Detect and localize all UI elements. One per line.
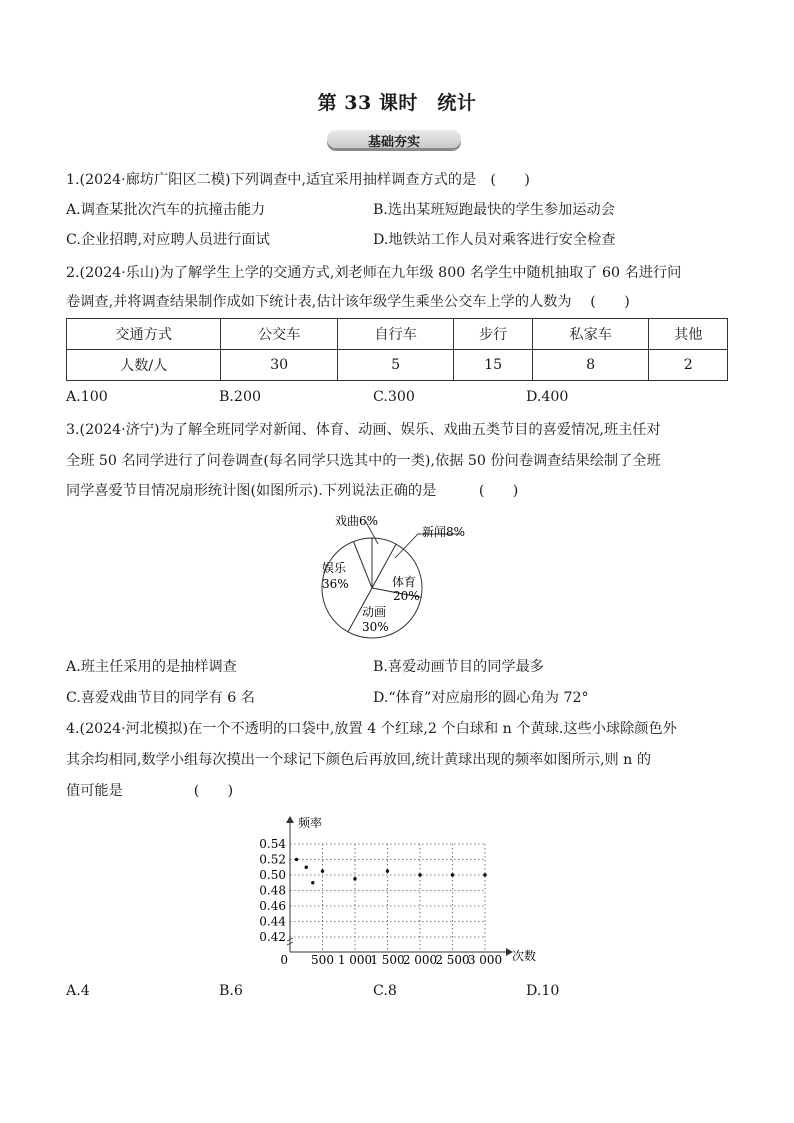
q2-option-c[interactable]: C.300 xyxy=(373,389,415,405)
table-header-cell: 交通方式 xyxy=(67,319,221,350)
x-tick-label: 3 000 xyxy=(467,953,503,967)
y-tick-label: 0.52 xyxy=(259,852,286,867)
y-tick-label: 0.48 xyxy=(259,883,286,898)
table-header-cell: 步行 xyxy=(454,319,533,350)
data-point xyxy=(386,869,389,872)
q3-option-a[interactable]: A.班主任采用的是抽样调查 xyxy=(66,659,237,675)
x-axis-label: 次数 xyxy=(512,949,537,963)
y-tick-label: 0.54 xyxy=(259,837,286,851)
q3-option-b[interactable]: B.喜爱动画节目的同学最多 xyxy=(373,659,544,675)
x-tick-label: 1 500 xyxy=(370,953,405,967)
pie-chart xyxy=(300,506,500,658)
table-cell: 15 xyxy=(454,350,533,381)
y-tick-label: 0.50 xyxy=(259,868,286,882)
x-tick-label: 0 xyxy=(280,953,288,967)
q1-option-c[interactable]: C.企业招聘,对应聘人员进行面试 xyxy=(66,232,270,248)
q4-stem-line3: 值可能是 ( ) xyxy=(66,783,234,799)
section-label: 基础夯实 xyxy=(367,135,420,150)
q4-option-b[interactable]: B.6 xyxy=(219,983,243,999)
pie-pct-tiyu: 20% xyxy=(393,589,420,603)
q2-option-a[interactable]: A.100 xyxy=(66,389,108,405)
pie-label-xiqu: 戏曲6% xyxy=(335,514,379,528)
table-cell: 8 xyxy=(532,350,648,381)
table-header-cell: 私家车 xyxy=(532,319,648,350)
q3-stem-line3: 同学喜爱节目情况扇形统计图(如图所示).下列说法正确的是 ( ) xyxy=(66,483,519,499)
q4-option-d[interactable]: D.10 xyxy=(526,983,560,999)
q3-stem-line1: 3.(2024·济宁)为了解全班同学对新闻、体育、动画、娱乐、戏曲五类节目的喜爱情况,班主任对 xyxy=(66,422,661,438)
table-header-cell: 公交车 xyxy=(221,319,337,350)
x-tick-label: 1 000 xyxy=(337,953,373,967)
q3-stem-line2: 全班 50 名同学进行了问卷调查(每名同学只选其中的一类),依据 50 份问卷调查结果绘制了全班 xyxy=(66,453,661,469)
y-axis-label: 频率 xyxy=(298,816,323,830)
data-point xyxy=(483,873,486,876)
x-ticks xyxy=(280,953,502,967)
data-point xyxy=(295,858,298,861)
table-cell: 5 xyxy=(337,350,453,381)
q2-stem-line2: 卷调查,并将调查结果制作成如下统计表,估计该年级学生乘坐公交车上学的人数为 ( ) xyxy=(66,294,630,310)
data-points xyxy=(295,858,487,885)
data-point xyxy=(305,866,308,869)
pie-label-donghua: 动画 xyxy=(362,605,387,619)
y-tick-label: 0.42 xyxy=(259,930,286,944)
q2-option-d[interactable]: D.400 xyxy=(526,389,569,405)
q2-option-b[interactable]: B.200 xyxy=(219,389,262,405)
pie-label-tiyu: 体育 xyxy=(392,575,417,589)
pie-label-xinwen: 新闻8% xyxy=(422,525,466,539)
x-tick-label: 2 000 xyxy=(402,953,438,967)
y-ticks xyxy=(259,837,286,944)
q1-option-d[interactable]: D.地铁站工作人员对乘客进行安全检查 xyxy=(373,232,616,248)
table-row xyxy=(67,350,728,381)
page-title: 第 33 课时 统计 xyxy=(317,92,477,114)
y-tick-label: 0.46 xyxy=(259,899,286,913)
data-point xyxy=(311,881,314,884)
table-cell: 人数/人 xyxy=(67,350,221,381)
data-point xyxy=(321,869,324,872)
q1-stem: 1.(2024·廊坊广阳区二模)下列调查中,适宜采用抽样调查方式的是 ( ) xyxy=(66,172,530,188)
q2-stem-line1: 2.(2024·乐山)为了解学生上学的交通方式,刘老师在九年级 800 名学生中随机抽取了 60 名进行问 xyxy=(66,265,682,281)
chart-grid xyxy=(290,844,485,952)
table-header-cell: 其他 xyxy=(649,319,728,350)
x-tick-label: 500 xyxy=(311,953,334,967)
y-tick-label: 0.44 xyxy=(259,914,286,929)
q1-option-a[interactable]: A.调查某批次汽车的抗撞击能力 xyxy=(66,202,266,218)
section-banner xyxy=(327,130,461,152)
q4-option-c[interactable]: C.8 xyxy=(373,983,397,999)
pie-pct-yule: 36% xyxy=(322,577,349,591)
q4-stem-line1: 4.(2024·河北模拟)在一个不透明的口袋中,放置 4 个红球,2 个白球和 n 个黄球.这些小球除颜色外 xyxy=(66,721,677,737)
pie-label-yule: 娱乐 xyxy=(322,561,347,575)
data-point xyxy=(418,873,421,876)
pie-pct-donghua: 30% xyxy=(362,620,389,634)
q2-table xyxy=(66,318,728,381)
frequency-chart xyxy=(250,812,550,970)
q1-option-b[interactable]: B.选出某班短跑最快的学生参加运动会 xyxy=(373,202,615,218)
table-header-cell: 自行车 xyxy=(337,319,453,350)
data-point xyxy=(353,877,356,880)
q4-stem-line2: 其余均相同,数学小组每次摸出一个球记下颜色后再放回,统计黄球出现的频率如图所示,则 n 的 xyxy=(66,752,652,768)
x-tick-label: 2 500 xyxy=(435,953,470,967)
q4-option-a[interactable]: A.4 xyxy=(66,983,90,999)
table-cell: 30 xyxy=(221,350,337,381)
q3-option-d[interactable]: D.“体育”对应扇形的圆心角为 72° xyxy=(373,690,589,706)
q3-option-c[interactable]: C.喜爱戏曲节目的同学有 6 名 xyxy=(66,690,255,706)
table-cell: 2 xyxy=(649,350,728,381)
table-header-row xyxy=(67,319,728,350)
data-point xyxy=(451,873,454,876)
